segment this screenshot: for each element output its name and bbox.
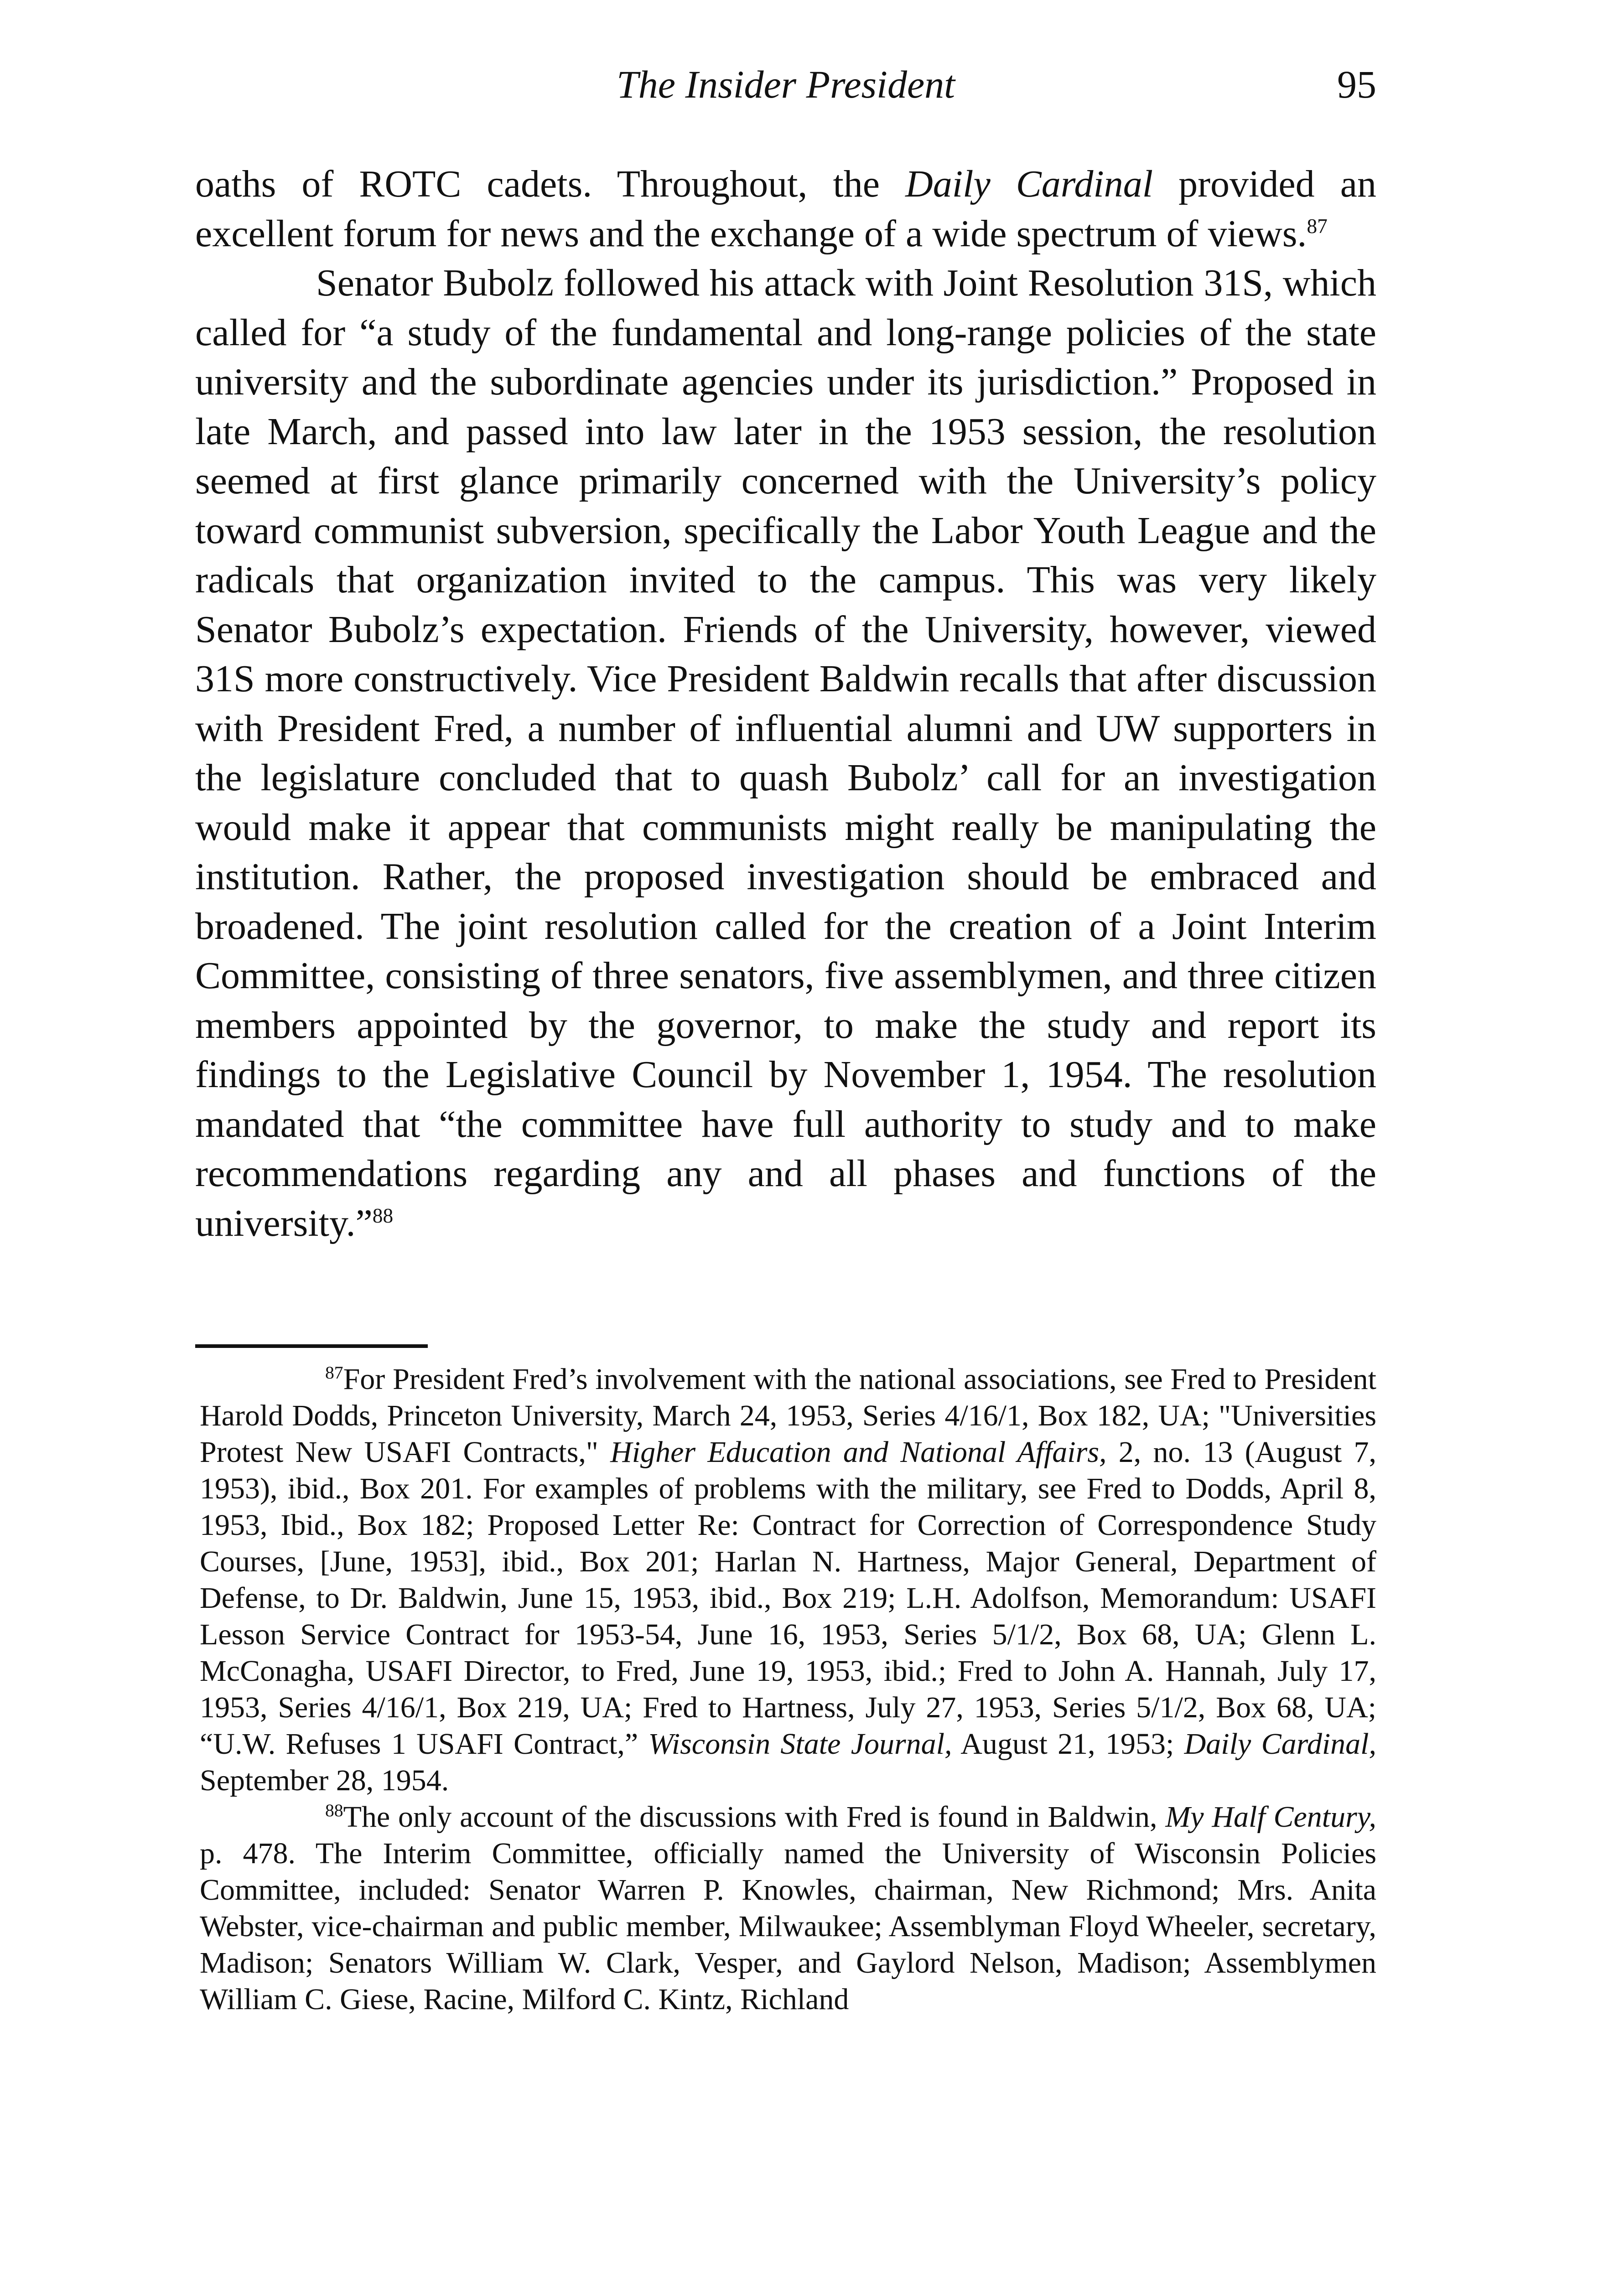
footnote-88	[200, 1799, 1376, 2018]
running-head	[195, 59, 1376, 114]
paragraph-1-italic: Daily Cardinal	[905, 163, 1153, 205]
paragraph-1-text-b: provided an excellent forum for news and the exchange of a wide spectrum of views.	[195, 163, 1376, 255]
running-title: The Insider President	[616, 62, 955, 106]
footnote-87-italic-3: Daily Cardinal,	[1184, 1727, 1377, 1761]
footnote-87	[200, 1361, 1376, 1799]
footnote-87-text-b: 2, no. 13 (August 7, 1953), ibid., Box 201. For examples of problems with the military, see Fred to Dodds, April 8, 1953, Ibid., Box 182; Proposed Letter Re: Contract for Correction of Correspondence Study Courses, [June, 1953], ibid., Box 201; Harlan N. Hartness, Major General, Department of Defense, to Dr. Baldwin, June 15, 1953, ibid., Box 219; L.H. Adolfson, Memorandum: USAFI Lesson Service Contract for 1953-54, June 16, 1953, Series 5/1/2, Box 68, UA; Glenn L. McConagha, USAFI Director, to Fred, June 19, 1953, ibid.; Fred to John A. Hannah, July 17, 1953, Series 4/16/1, Box 219, UA; Fred to Hartness, July 27, 1953, Series 5/1/2, Box 68, UA; “U.W. Refuses 1 USAFI Contract,”	[200, 1435, 1377, 1761]
footnote-87-mark: 87	[325, 1363, 343, 1383]
paragraph-1-text-a: oaths of ROTC cadets. Throughout, the	[195, 163, 906, 205]
footnote-88-italic-1: My Half Century,	[1165, 1800, 1376, 1834]
paragraph-2-text: Senator Bubolz followed his attack with Joint Resolution 31S, which called for “a study of the fundamental and long-range policies of the state university and the subordinate agencies under its jurisdiction.” Proposed in late March, and passed into law later in the 1953 session, the resolution seemed at first glance primarily concerned with the University’s policy toward communist subversion, specifically the Labor Youth League and the radicals that organization invited to the campus. This was very likely Senator Bubolz’s expectation. Friends of the University, however, viewed 31S more constructively. Vice President Baldwin recalls that after discussion with President Fred, a number of influential alumni and UW supporters in the legislature concluded that to quash Bubolz’ call for an investigation would make it appear that communists might really be manipulating the institution. Rather, the proposed investigation should be embraced and broadened. The joint resolution called for the creation of a Joint Interim Committee, consisting of three senators, five assemblymen, and three citizen members appointed by the governor, to make the study and report its findings to the Legislative Council by November 1, 1954. The resolution mandated that “the committee have full authority to study and to make recommendations regarding any and all phases and functions of the university.”	[195, 262, 1376, 1244]
footnote-88-text-a: The only account of the discussions with Fred is found in Baldwin,	[343, 1800, 1166, 1834]
paragraph-1	[195, 160, 1376, 259]
main-text	[195, 160, 1376, 1248]
footnote-87-text-d: September 28, 1954.	[200, 1764, 449, 1797]
paragraph-2	[195, 259, 1376, 1248]
footnote-88-mark: 88	[325, 1800, 343, 1820]
footnotes	[200, 1361, 1376, 2018]
footnote-divider	[195, 1344, 428, 1348]
note-ref-88: 88	[372, 1204, 394, 1227]
footnote-87-text-a: For President Fred’s involvement with the national associations, see Fred to President Harold Dodds, Princeton University, March 24, 1953, Series 4/16/1, Box 182, UA; "Universities Protest New USAFI Contracts,"	[200, 1363, 1376, 1469]
footnote-87-italic-2: Wisconsin State Journal,	[648, 1727, 952, 1761]
page-number: 95	[1337, 62, 1376, 106]
footnote-87-italic-1: Higher Education and National Affairs,	[610, 1435, 1107, 1469]
note-ref-87: 87	[1307, 214, 1328, 238]
footnote-87-text-c: August 21, 1953;	[952, 1727, 1184, 1761]
footnote-88-text-b: p. 478. The Interim Committee, officially named the University of Wisconsin Policies Committee, included: Senator Warren P. Knowles, chairman, New Richmond; Mrs. Anita Webster, vice-chairman and public member, Milwaukee; Assemblyman Floyd Wheeler, secretary, Madison; Senators William W. Clark, Vesper, and Gaylord Nelson, Madison; Assemblymen William C. Giese, Racine, Milford C. Kintz, Richland	[200, 1837, 1376, 2016]
